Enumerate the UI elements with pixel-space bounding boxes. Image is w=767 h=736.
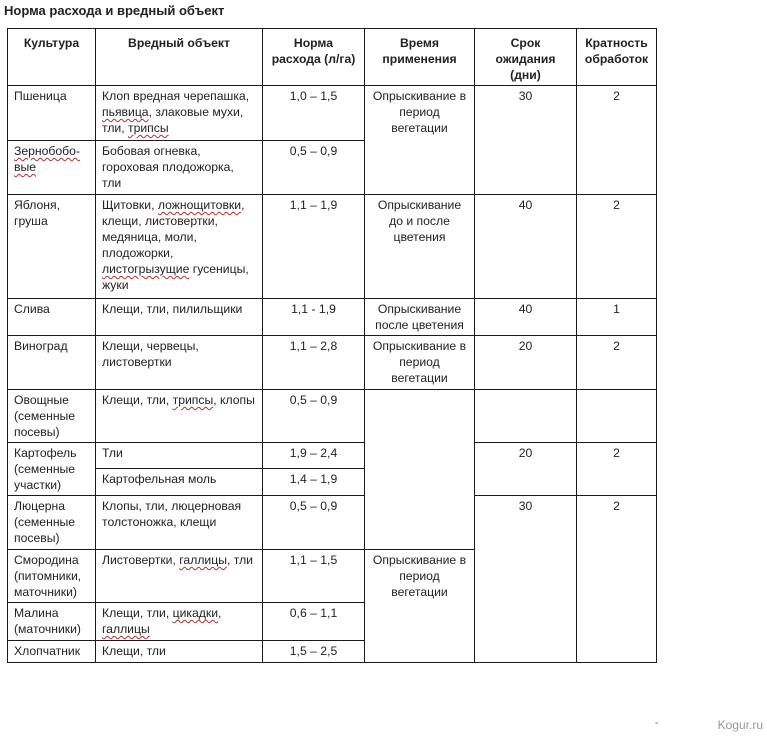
cell-pests: Картофельная моль	[96, 468, 263, 495]
cell-pests: Клещи, тли, пилильщики	[96, 299, 263, 336]
cell-count: 2	[577, 496, 657, 663]
cell-rate: 1,5 – 2,5	[263, 641, 365, 663]
cell-crop: Слива	[8, 299, 96, 336]
cell-wait: 30	[475, 86, 577, 195]
cell-rate: 1,4 – 1,9	[263, 468, 365, 495]
cell-crop: Малина (маточники)	[8, 603, 96, 641]
cell-rate: 0,5 – 0,9	[263, 141, 365, 195]
watermark: Kogur.ru	[717, 718, 763, 732]
cell-pests: Клещи, тли	[96, 641, 263, 663]
table-header-row	[8, 29, 657, 86]
cell-pests: Клопы, тли, люцерновая толстоножка, клещи	[96, 496, 263, 550]
cell-time: Опрыскивание в период вегетации	[365, 550, 475, 663]
table-row	[8, 299, 657, 336]
cell-count: 2	[577, 86, 657, 195]
table-row	[8, 336, 657, 390]
cell-count: 1	[577, 299, 657, 336]
cell-wait: 20	[475, 336, 577, 390]
cell-count-empty	[577, 390, 657, 443]
cell-crop: Пшеница	[8, 86, 96, 141]
cell-crop: Картофель (семенные участки)	[8, 443, 96, 496]
cell-time: Опрыскивание до и после цветения	[365, 195, 475, 299]
cell-count: 2	[577, 195, 657, 299]
cell-rate: 1,1 – 2,8	[263, 336, 365, 390]
table-row	[8, 390, 657, 443]
header-count: Кратность обработок	[577, 29, 657, 86]
cell-count: 2	[577, 336, 657, 390]
cell-count: 2	[577, 443, 657, 496]
cell-rate: 1,1 – 1,9	[263, 195, 365, 299]
cell-pests: Щитовки, ложнощитовки, клещи, листовертки, медяница, моли, плодожорки, листогрызущие гусеницы, жуки	[96, 195, 263, 299]
cell-time-empty	[365, 390, 475, 550]
cell-pests: Клещи, червецы, листовертки	[96, 336, 263, 390]
cell-wait: 30	[475, 496, 577, 663]
cell-pests: Тли	[96, 443, 263, 469]
header-pest: Вредный объект	[96, 29, 263, 86]
cell-crop: Люцерна (семенные посевы)	[8, 496, 96, 550]
table-row	[8, 195, 657, 299]
table-corner-mark: -	[655, 718, 659, 729]
cell-crop: Зернобобо-вые	[8, 141, 96, 195]
cell-wait: 40	[475, 299, 577, 336]
cell-time: Опрыскивание после цветения	[365, 299, 475, 336]
header-crop: Культура	[8, 29, 96, 86]
cell-rate: 1,1 - 1,9	[263, 299, 365, 336]
header-time: Время применения	[365, 29, 475, 86]
cell-pests: Бобовая огневка, гороховая плодожорка, тли	[96, 141, 263, 195]
cell-rate: 0,5 – 0,9	[263, 496, 365, 550]
cell-crop: Виноград	[8, 336, 96, 390]
cell-pests: Клещи, тли, трипсы, клопы	[96, 390, 263, 443]
table-row	[8, 86, 657, 141]
cell-time: Опрыскивание в период вегетации	[365, 336, 475, 390]
cell-crop: Овощные (семенные посевы)	[8, 390, 96, 443]
cell-rate: 1,0 – 1,5	[263, 86, 365, 141]
cell-pests: Листовертки, галлицы, тли	[96, 550, 263, 603]
cell-crop: Хлопчатник	[8, 641, 96, 663]
pesticide-table	[7, 28, 657, 663]
cell-crop: Смородина (питомники, маточники)	[8, 550, 96, 603]
cell-pests: Клоп вредная черепашка, пьявица, злаковые мухи, тли, трипсы	[96, 86, 263, 141]
cell-rate: 0,5 – 0,9	[263, 390, 365, 443]
cell-pests: Клещи, тли, цикадки, галлицы	[96, 603, 263, 641]
cell-rate: 0,6 – 1,1	[263, 603, 365, 641]
cell-crop: Яблоня, груша	[8, 195, 96, 299]
cell-wait: 20	[475, 443, 577, 496]
cell-rate: 1,1 – 1,5	[263, 550, 365, 603]
table-row	[8, 443, 657, 469]
cell-time: Опрыскивание в период вегетации	[365, 86, 475, 195]
header-rate: Норма расхода (л/га)	[263, 29, 365, 86]
page-title: Норма расхода и вредный объект	[4, 3, 225, 18]
cell-wait-empty	[475, 390, 577, 443]
cell-rate: 1,9 – 2,4	[263, 443, 365, 469]
cell-wait: 40	[475, 195, 577, 299]
table-row	[8, 496, 657, 550]
header-wait: Срок ожидания (дни)	[475, 29, 577, 86]
